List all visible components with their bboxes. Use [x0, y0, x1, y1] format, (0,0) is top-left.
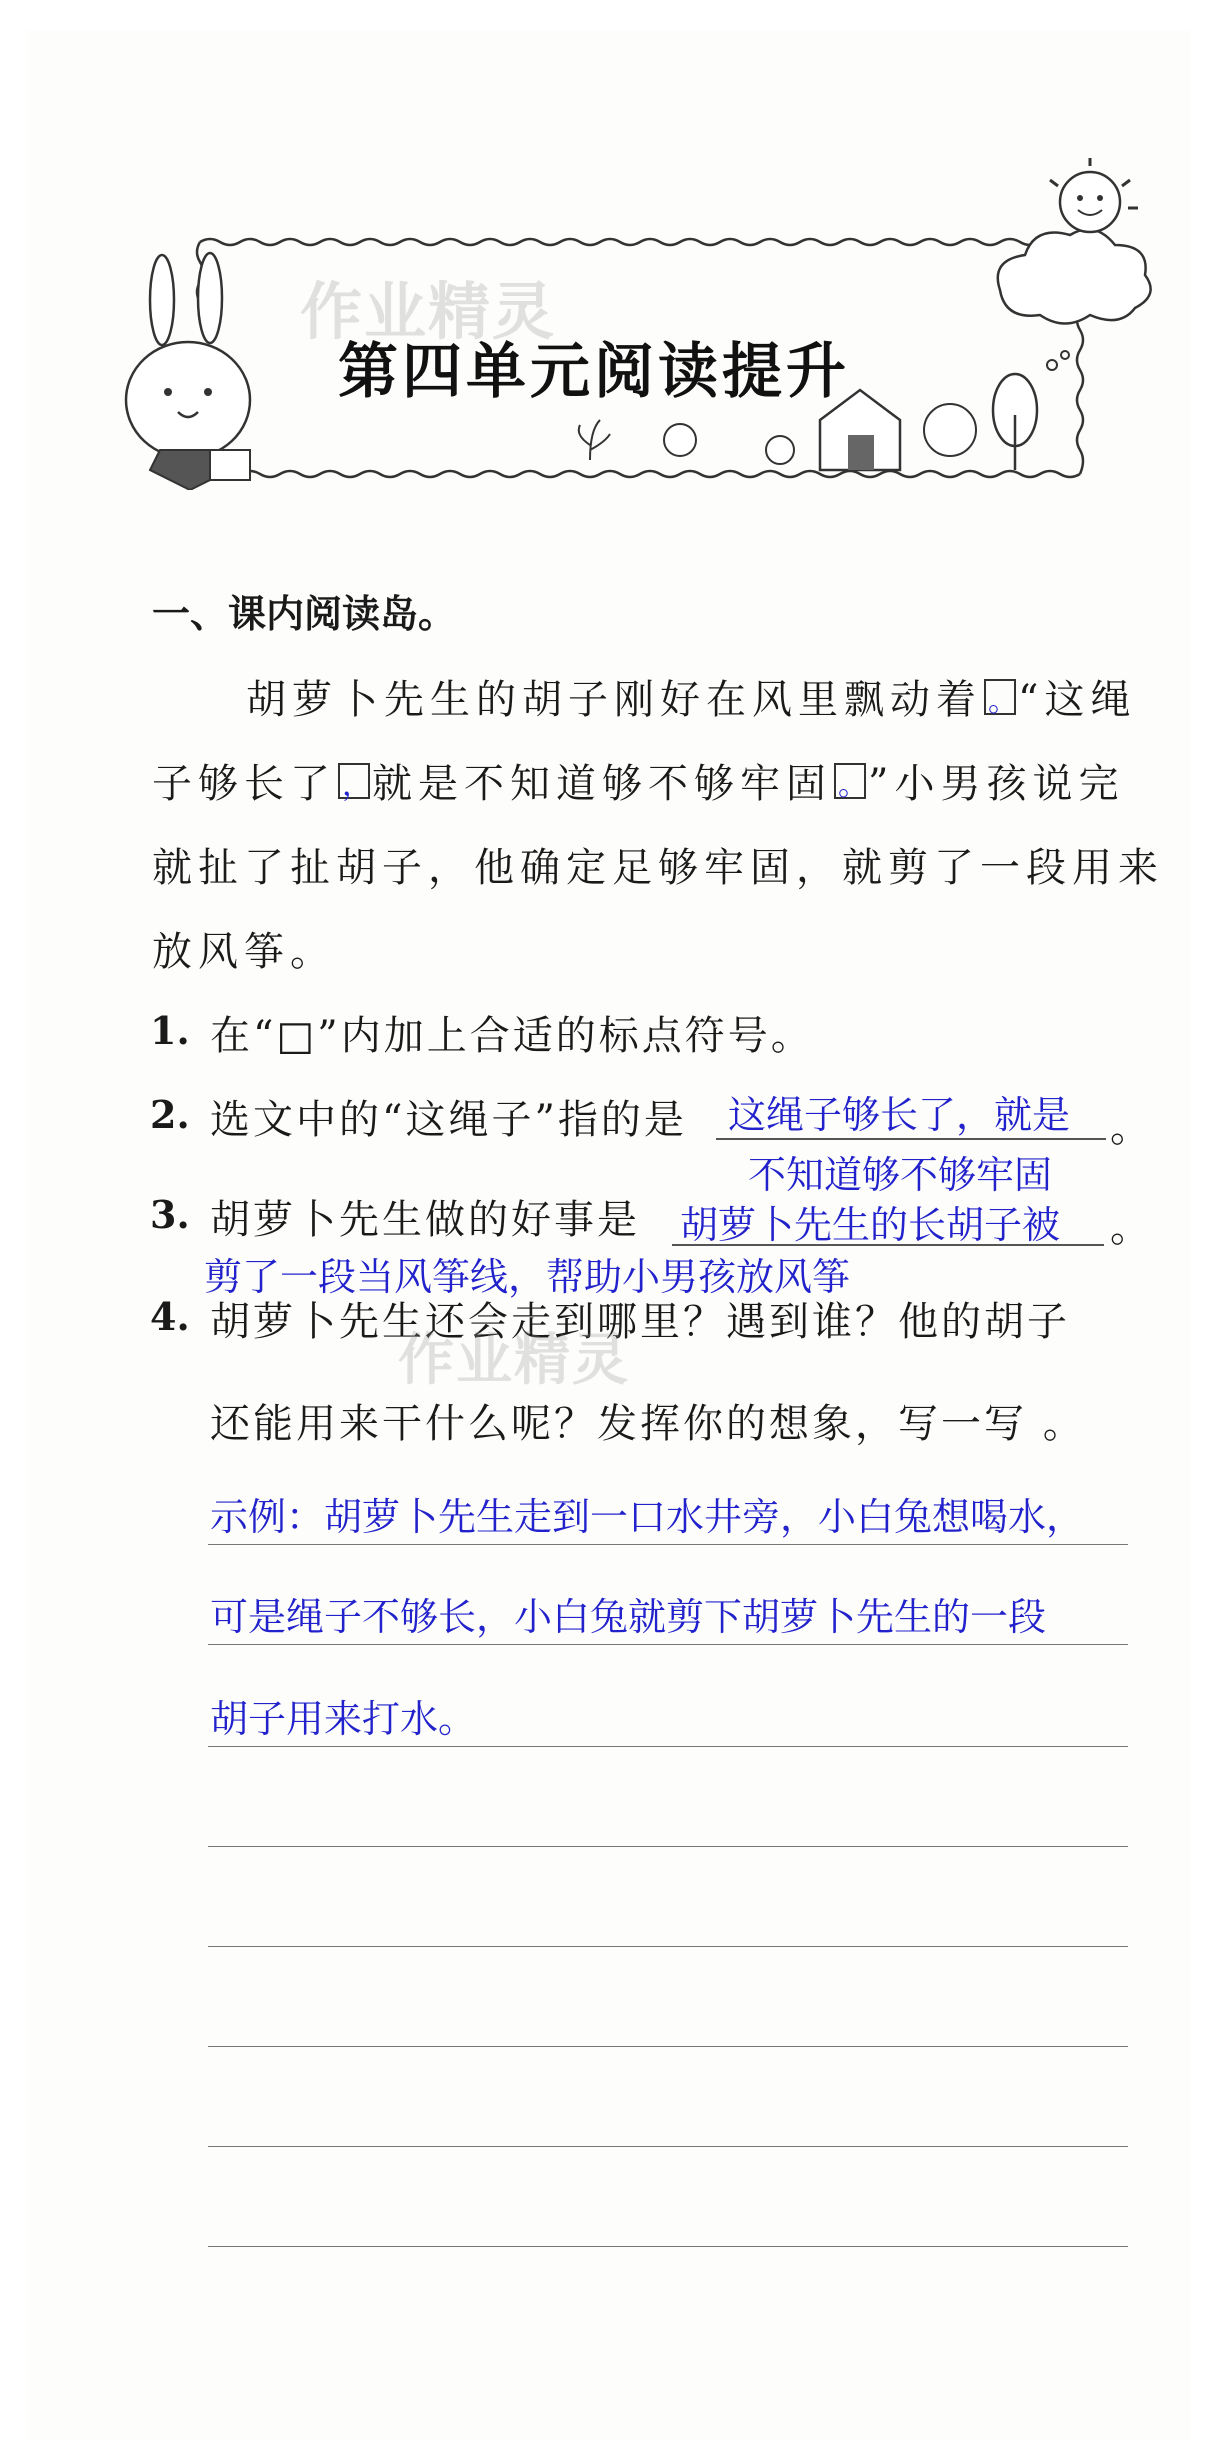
passage-text: 胡萝卜先生的胡子刚好在风里飘动着: [246, 677, 982, 723]
writing-line[interactable]: [208, 2046, 1128, 2047]
passage-text: 就是不知道够不够牢固: [372, 761, 832, 807]
question-number: 2.: [150, 1092, 190, 1137]
answer-2-line-2: 不知道够不够牢固: [748, 1153, 1053, 1197]
passage-text: ”小男孩说完: [868, 761, 1125, 807]
watermark-top: 作业精灵: [300, 275, 557, 348]
section-title: 一、课内阅读岛。: [152, 592, 457, 636]
answer-3-line-2: 剪了一段当风筝线，帮助小男孩放风筝: [204, 1255, 851, 1299]
punctuation-box-1[interactable]: [984, 679, 1024, 719]
answer-2-line-1: 这绳子够长了，就是: [728, 1093, 1071, 1137]
writing-line[interactable]: [208, 1544, 1128, 1545]
handwritten-mark: ，: [342, 768, 378, 803]
passage-line-3: 就扯了扯胡子，他确定足够牢固，就剪了一段用来: [152, 845, 1164, 891]
handwritten-mark: 。: [988, 684, 1024, 719]
writing-line[interactable]: [208, 2246, 1128, 2247]
writing-line[interactable]: [208, 1946, 1128, 1947]
question-2-text: 选文中的“这绳子”指的是: [210, 1097, 687, 1143]
question-number: 4.: [150, 1294, 190, 1339]
passage-text: “这绳: [1018, 677, 1137, 723]
writing-line[interactable]: [208, 1644, 1128, 1645]
answer-4-line-2: 可是绳子不够长，小白兔就剪下胡萝卜先生的一段: [210, 1595, 1047, 1639]
handwritten-mark: 。: [838, 768, 874, 803]
answer-4-line-3: 胡子用来打水。: [210, 1697, 477, 1741]
passage-line-1: [246, 668, 1136, 725]
question-3-text: 胡萝卜先生做的好事是: [210, 1197, 640, 1243]
question-4-text-line-1: 胡萝卜先生还会走到哪里？遇到谁？他的胡子: [210, 1299, 1070, 1345]
writing-line[interactable]: [208, 2146, 1128, 2147]
unit-title: 第四单元阅读提升: [338, 337, 850, 407]
question-1-text: 在“□”内加上合适的标点符号。: [210, 1013, 814, 1059]
question-end-mark: 。: [1110, 1205, 1153, 1251]
answer-3-line-1: 胡萝卜先生的长胡子被: [680, 1203, 1061, 1247]
question-number: 1.: [150, 1008, 190, 1053]
question-end-mark: 。: [1110, 1105, 1153, 1151]
passage-line-4: 放风筝。: [152, 929, 336, 975]
punctuation-box-3[interactable]: [834, 763, 874, 803]
question-number: 3.: [150, 1192, 190, 1237]
writing-line[interactable]: [208, 1846, 1128, 1847]
passage-text: 子够长了: [152, 761, 336, 807]
question-4-text-line-2: 还能用来干什么呢？发挥你的想象，写一写 。: [210, 1401, 1086, 1447]
writing-line[interactable]: [208, 1746, 1128, 1747]
punctuation-box-2[interactable]: [338, 763, 378, 803]
answer-underline: [716, 1138, 1106, 1140]
passage-line-2: [152, 752, 1124, 809]
answer-4-line-1: 示例：胡萝卜先生走到一口水井旁，小白兔想喝水，: [210, 1495, 1085, 1539]
banner-decoration: [120, 150, 1180, 490]
watermark-middle: 作业精灵: [398, 1328, 630, 1393]
